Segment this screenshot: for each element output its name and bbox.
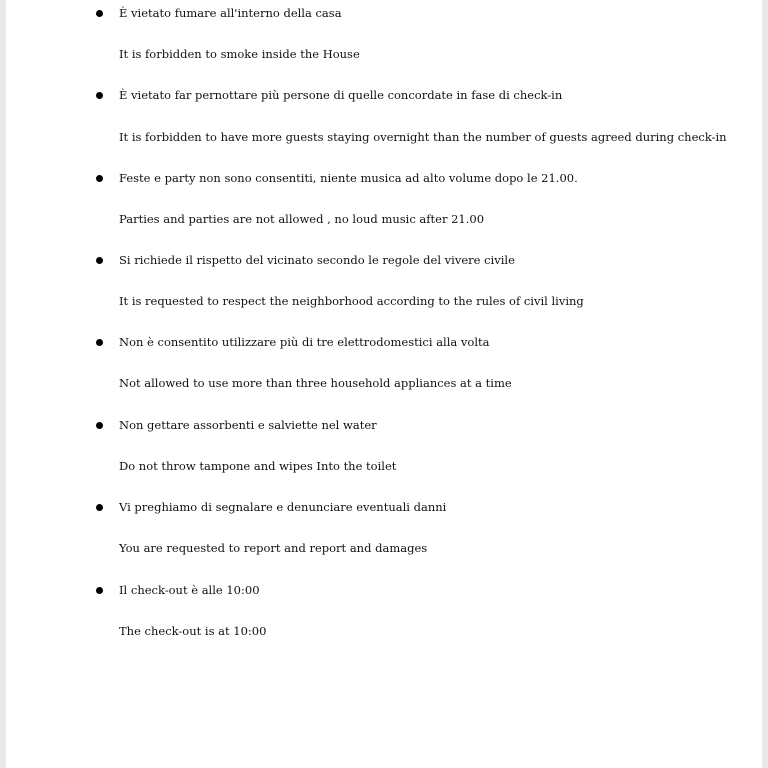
rule-italian-text: Si richiede il rispetto del vicinato secondo le regole del vivere civile <box>119 253 515 267</box>
bullet-icon <box>96 587 103 594</box>
document-page <box>6 0 762 768</box>
bullet-icon <box>96 422 103 429</box>
bullet-icon <box>96 92 103 99</box>
rule-italian-text: Vi preghiamo di segnalare e denunciare eventuali danni <box>119 500 447 514</box>
rule-english-text: The check-out is at 10:00 <box>119 624 267 638</box>
rule-english-text: It is requested to respect the neighborhood according to the rules of civil living <box>119 294 584 308</box>
rule-english-text: Parties and parties are not allowed , no loud music after 21.00 <box>119 212 485 226</box>
rule-english-text: You are requested to report and report and damages <box>119 541 428 555</box>
rule-italian-text: È vietato fumare all'interno della casa <box>119 6 342 20</box>
rule-italian-text: Non gettare assorbenti e salviette nel water <box>119 418 377 432</box>
bullet-icon <box>96 10 103 17</box>
bullet-icon <box>96 257 103 264</box>
rule-english-text: Do not throw tampone and wipes Into the toilet <box>119 459 397 473</box>
rule-english-text: Not allowed to use more than three household appliances at a time <box>119 376 512 390</box>
rule-english-text: It is forbidden to smoke inside the House <box>119 47 360 61</box>
bullet-icon <box>96 339 103 346</box>
rule-italian-text: È vietato far pernottare più persone di quelle concordate in fase di check-in <box>119 88 563 102</box>
bullet-icon <box>96 175 103 182</box>
rule-italian-text: Non è consentito utilizzare più di tre elettrodomestici alla volta <box>119 335 490 349</box>
rule-italian-text: Feste e party non sono consentiti, niente musica ad alto volume dopo le 21.00. <box>119 171 578 185</box>
rule-italian-text: Il check-out è alle 10:00 <box>119 583 260 597</box>
rule-english-text: It is forbidden to have more guests staying overnight than the number of guests agreed during check-in <box>119 130 727 144</box>
bullet-icon <box>96 504 103 511</box>
